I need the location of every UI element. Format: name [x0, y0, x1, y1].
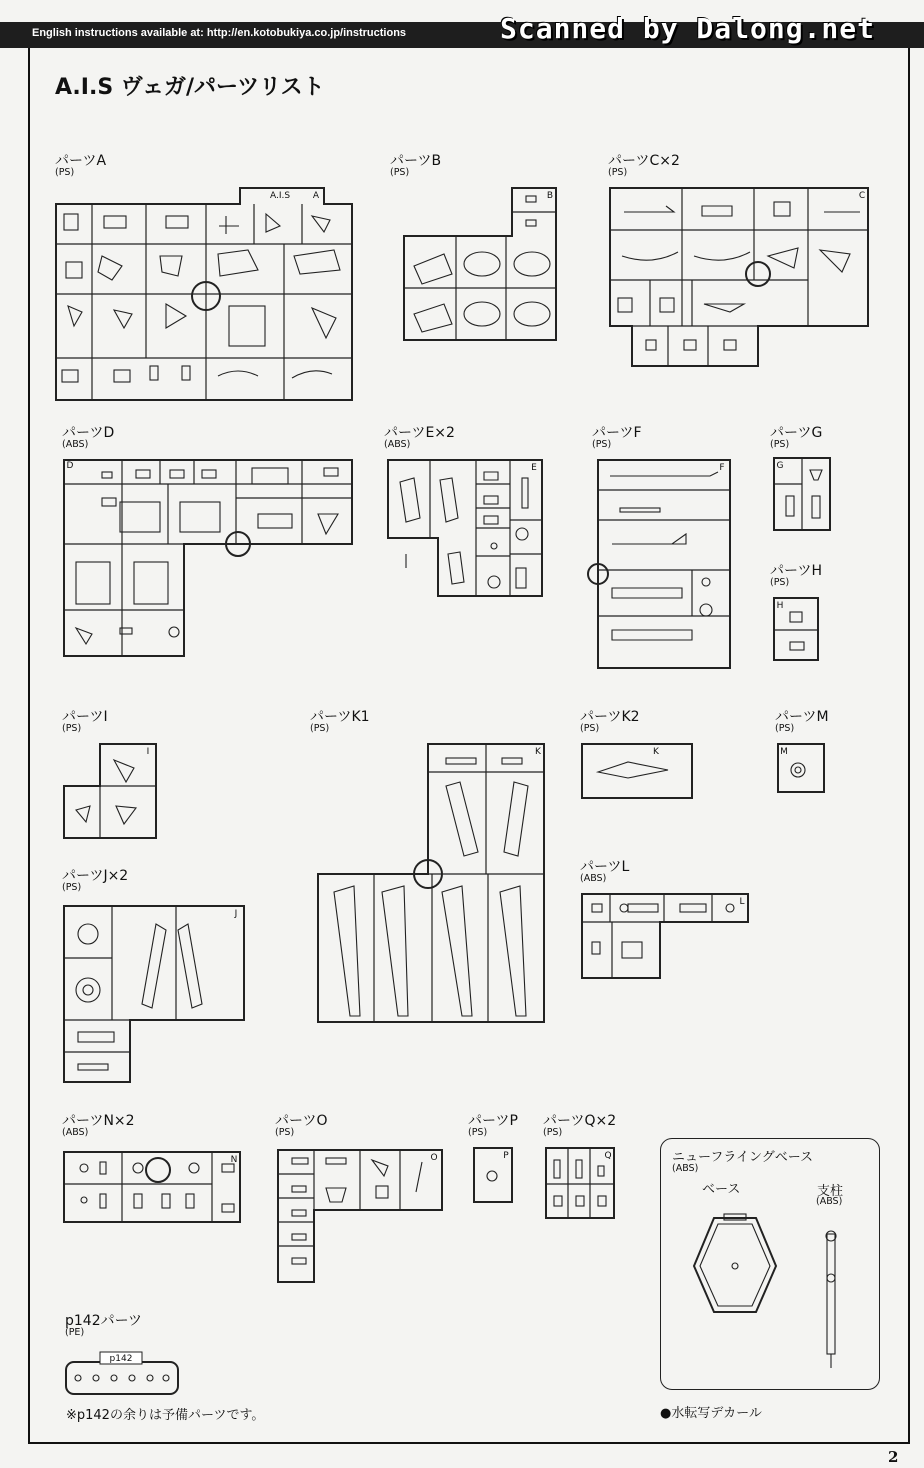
- material-parts-p: (PS): [468, 1127, 488, 1138]
- label-parts-p: パーツP: [468, 1113, 518, 1129]
- runner-k1-tag: K: [535, 747, 541, 757]
- label-parts-p142: p142パーツ: [65, 1313, 143, 1329]
- label-parts-n: パーツN×2: [62, 1113, 135, 1129]
- spare-parts-note: ※p142の余りは予備パーツです。: [66, 1408, 265, 1423]
- runner-p-tag: P: [503, 1151, 509, 1161]
- page-number: 2: [888, 1448, 899, 1466]
- label-parts-j: パーツJ×2: [62, 868, 129, 884]
- runner-h-tag: H: [776, 601, 784, 611]
- material-parts-i: (PS): [62, 723, 82, 734]
- runner-a: [54, 186, 354, 402]
- material-parts-l: (ABS): [580, 873, 607, 884]
- runner-j: [62, 904, 246, 1084]
- material-parts-o: (PS): [275, 1127, 295, 1138]
- runner-m-tag: M: [780, 747, 788, 757]
- label-parts-d: パーツD: [62, 425, 115, 441]
- material-parts-h: (PS): [770, 577, 790, 588]
- label-parts-f: パーツF: [592, 425, 642, 441]
- material-parts-n: (ABS): [62, 1127, 89, 1138]
- base-hexagon: [694, 1218, 776, 1312]
- post-material: (ABS): [816, 1196, 843, 1207]
- page-title: A.I.S ヴェガ/パーツリスト: [55, 75, 325, 100]
- runner-i: [62, 742, 158, 840]
- runner-n-tag: N: [230, 1155, 238, 1165]
- label-parts-m: パーツM: [775, 709, 829, 725]
- material-parts-f: (PS): [592, 439, 612, 450]
- material-parts-c: (PS): [608, 167, 628, 178]
- runner-c-tag: C: [858, 191, 866, 201]
- runner-p142-tag: p142: [109, 1354, 133, 1364]
- flying-base-title: ニューフライングベース: [672, 1150, 814, 1165]
- runner-l-tag: L: [739, 897, 745, 907]
- runner-k2: [580, 742, 694, 800]
- runner-h: [772, 596, 820, 662]
- instructions-url[interactable]: English instructions available at: http://en.kotobukiya.co.jp/instructions: [32, 27, 407, 39]
- runner-q-tag: Q: [604, 1151, 612, 1161]
- label-parts-k1: パーツK1: [310, 709, 370, 725]
- runner-o: [276, 1148, 444, 1284]
- decal-note: ●水転写デカール: [660, 1406, 762, 1421]
- material-parts-e: (ABS): [384, 439, 411, 450]
- runner-n: [62, 1150, 242, 1224]
- runner-m: [776, 742, 826, 794]
- label-parts-a: パーツA: [55, 153, 107, 169]
- runner-i-tag: I: [146, 747, 150, 757]
- runner-k2-tag: K: [653, 747, 659, 757]
- runner-d: [62, 458, 354, 658]
- material-parts-d: (ABS): [62, 439, 89, 450]
- runner-f: [596, 458, 732, 670]
- runner-p: [472, 1146, 514, 1204]
- material-parts-k1: (PS): [310, 723, 330, 734]
- material-parts-m: (PS): [775, 723, 795, 734]
- label-parts-q: パーツQ×2: [543, 1113, 617, 1129]
- runner-q: [544, 1146, 616, 1220]
- runner-b: [402, 186, 558, 342]
- runner-g: [772, 456, 832, 532]
- material-parts-a: (PS): [55, 167, 75, 178]
- runner-e-tag: E: [531, 463, 537, 473]
- label-parts-i: パーツI: [62, 709, 108, 725]
- material-parts-q: (PS): [543, 1127, 563, 1138]
- runner-d-tag: D: [66, 461, 74, 471]
- label-parts-o: パーツO: [275, 1113, 328, 1129]
- label-parts-k2: パーツK2: [580, 709, 640, 725]
- runner-a-tag: A: [312, 191, 320, 201]
- base-label: ベース: [702, 1182, 741, 1197]
- label-parts-c: パーツC×2: [608, 153, 680, 169]
- runner-g-tag: G: [776, 461, 784, 471]
- scan-watermark: Scanned by Dalong.net: [500, 12, 876, 45]
- runner-l: [580, 892, 750, 980]
- material-parts-p142: (PE): [65, 1327, 85, 1338]
- runner-k1: [316, 742, 546, 1024]
- runner-b-tag: B: [546, 191, 554, 201]
- runner-o-tag: O: [430, 1153, 438, 1163]
- post-label: 支柱: [817, 1184, 844, 1199]
- runner-j-tag: J: [234, 909, 238, 919]
- material-parts-g: (PS): [770, 439, 790, 450]
- label-parts-l: パーツL: [580, 859, 630, 875]
- label-parts-h: パーツH: [770, 563, 822, 579]
- material-parts-j: (PS): [62, 882, 82, 893]
- flying-base-material: (ABS): [672, 1163, 699, 1174]
- runner-p142: [64, 1350, 180, 1396]
- flying-base-drawing: [664, 1208, 874, 1378]
- label-parts-g: パーツG: [770, 425, 823, 441]
- support-post: [827, 1234, 835, 1354]
- runner-a-tag-text: A.I.S: [269, 191, 291, 201]
- header-bar: [0, 12, 924, 48]
- runner-c: [608, 186, 870, 370]
- material-parts-b: (PS): [390, 167, 410, 178]
- label-parts-b: パーツB: [390, 153, 442, 169]
- runner-e: [386, 458, 544, 598]
- label-parts-e: パーツE×2: [384, 425, 455, 441]
- runner-f-tag: F: [719, 463, 725, 473]
- material-parts-k2: (PS): [580, 723, 600, 734]
